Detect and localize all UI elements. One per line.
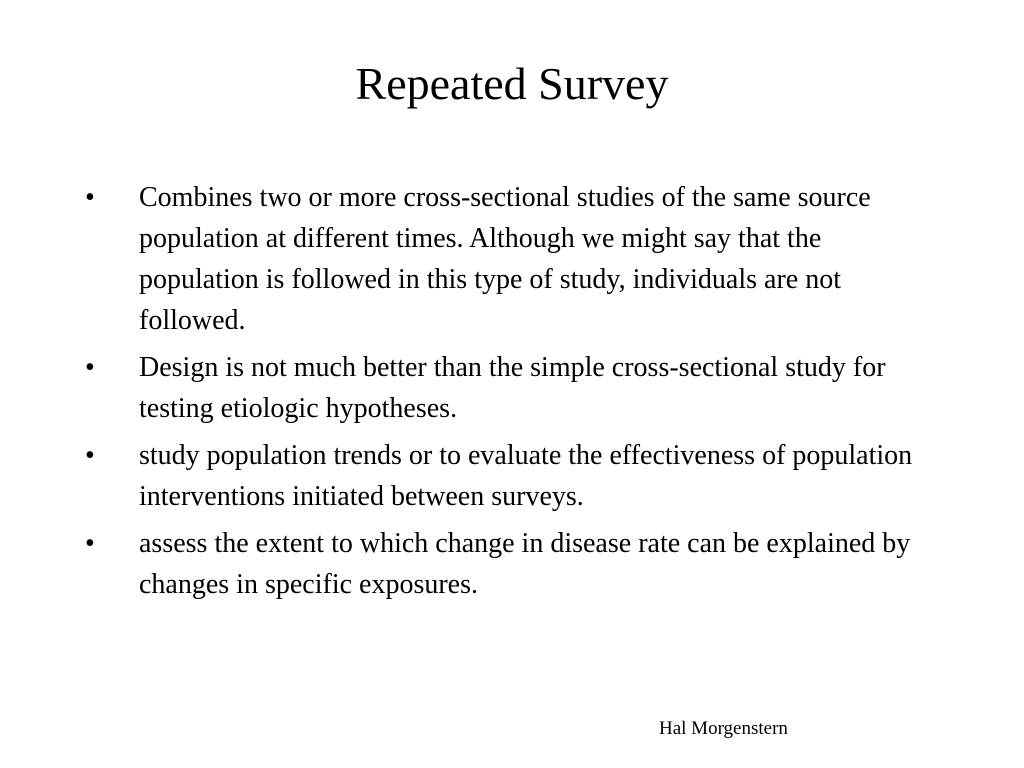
bullet-text: Combines two or more cross-sectional studies of the same source population at different times. Although we might say that the population is followed in this type of study, individuals are not followed. — [139, 182, 871, 336]
bullet-icon: • — [85, 440, 95, 471]
bullet-text: Design is not much better than the simple cross-sectional study for testing etiologic hypotheses. — [139, 352, 886, 424]
bullet-text: assess the extent to which change in disease rate can be explained by changes in specific exposures. — [139, 528, 911, 600]
bullet-item — [85, 523, 945, 605]
author-footer: Hal Morgenstern — [659, 718, 788, 739]
bullet-icon: • — [85, 182, 95, 213]
bullet-icon: • — [85, 352, 95, 383]
bullet-text: study population trends or to evaluate the effectiveness of population interventions initiated between surveys. — [139, 440, 913, 512]
bullet-item — [85, 435, 945, 517]
bullet-icon: • — [85, 528, 95, 559]
slide-title: Repeated Survey — [355, 58, 669, 109]
bullet-item — [85, 177, 945, 341]
bullet-item — [85, 347, 945, 429]
bullet-list — [85, 177, 945, 611]
